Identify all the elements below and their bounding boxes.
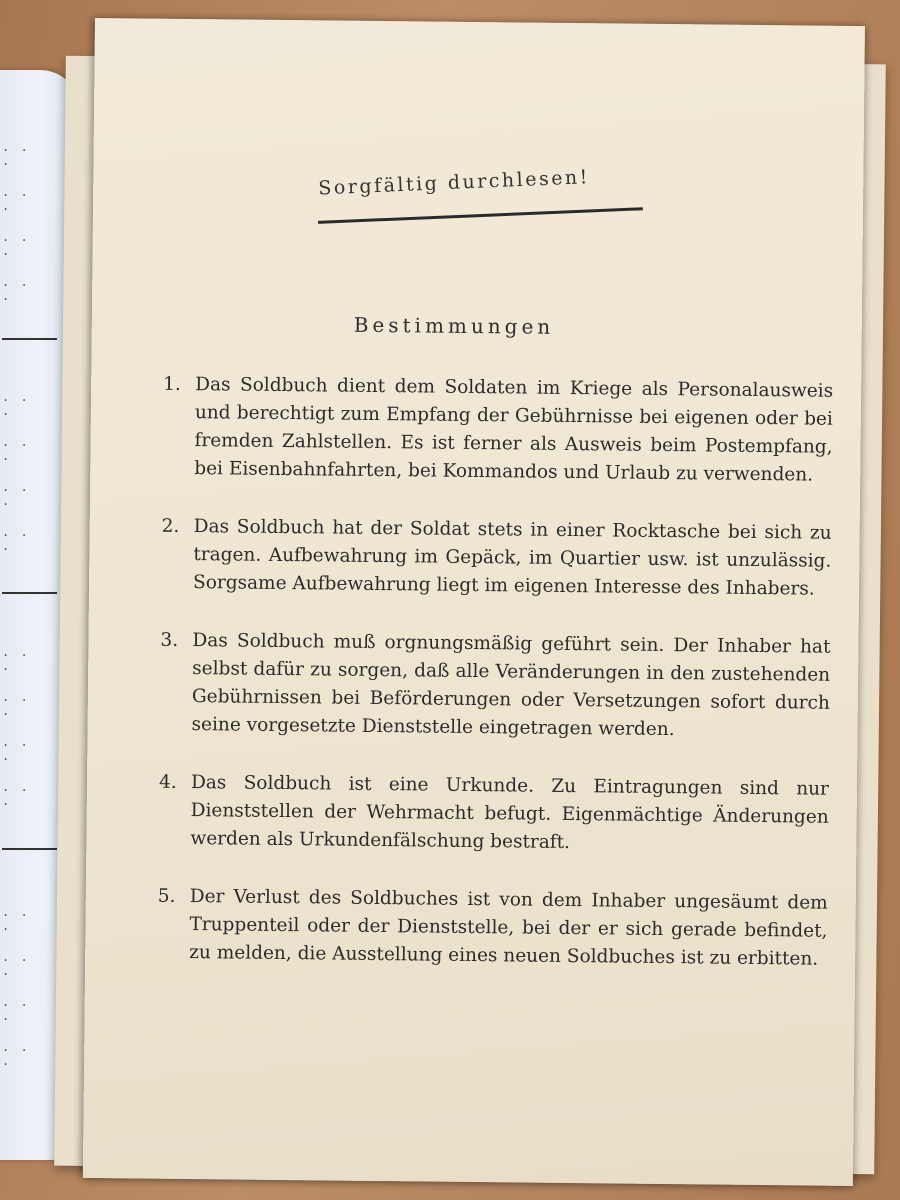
- regulation-item: [157, 883, 828, 974]
- dotted-line: . . .: [2, 905, 30, 933]
- item-text: Das Soldbuch hat der Soldat stets in einer Rocktasche bei sich zu tragen. Aufbewahrung im Gepäck, im Quartier usw. ist unzulässig. Sorgsame Aufbewahrung liegt im eigenen Interesse des Inhabers.: [192, 516, 832, 600]
- notice-underline: [318, 207, 643, 224]
- dotted-line: . . .: [2, 950, 30, 978]
- dotted-line: . . .: [2, 780, 30, 808]
- item-text: Der Verlust des Soldbuches ist von dem Inhaber ungesäumt dem Truppenteil oder der Dienststelle, bei der er sich gerade befindet, zu melden, die Ausstellung eines neuen Soldbuches ist zu erbitten.: [189, 886, 828, 970]
- dotted-line: . . .: [2, 390, 30, 418]
- left-page-rule: [2, 848, 57, 850]
- document-page: [83, 18, 865, 1186]
- dotted-line: . . .: [2, 140, 30, 168]
- dotted-line: . . .: [2, 1040, 30, 1068]
- dotted-line: . . .: [2, 275, 30, 303]
- regulation-item: [159, 627, 830, 746]
- dotted-line: . . .: [2, 525, 30, 553]
- dotted-line: . . .: [2, 735, 30, 763]
- dotted-line: . . .: [2, 995, 30, 1023]
- left-page-rule: [2, 338, 57, 340]
- regulation-item: [162, 371, 833, 490]
- regulations-list: [157, 371, 834, 1004]
- item-text: Das Soldbuch ist eine Urkunde. Zu Eintragungen sind nur Dienststellen der Wehrmacht befugt. Eigenmächtige Änderungen werden als Urkundenfälschung bestraft.: [190, 772, 830, 854]
- item-text: Das Soldbuch muß orgnungsmäßig geführt sein. Der Inhaber hat selbst dafür zu sorgen, daß alle Veränderungen in den zustehenden Gebührnissen bei Beförderungen oder Versetzungen sofort durch seine vorgesetzte Dienststelle eingetragen werden.: [191, 630, 831, 741]
- dotted-line: . . .: [2, 690, 30, 718]
- item-text: Das Soldbuch dient dem Soldaten im Kriege als Personalausweis und berechtigt zum Empfang der Gebührnisse bei eigenen oder bei fremden Zahlstellen. Es ist ferner als Ausweis beim Postempfang, bei Eisenbahnfahrten, bei Kommandos und Urlaub zu verwenden.: [194, 374, 834, 486]
- regulation-item: [161, 513, 832, 604]
- dotted-line: . . .: [2, 185, 30, 213]
- dotted-line: . . .: [2, 230, 30, 258]
- item-number: 3.: [160, 629, 179, 651]
- dotted-line: . . .: [2, 435, 30, 463]
- left-page-rule: [2, 592, 57, 594]
- section-title: Bestimmungen: [353, 312, 555, 339]
- item-number: 1.: [163, 373, 181, 395]
- regulation-item: [158, 769, 829, 860]
- dotted-line: . . .: [2, 645, 30, 673]
- notice-heading: Sorgfältig durchlesen!: [317, 166, 591, 200]
- item-number: 4.: [158, 771, 177, 793]
- item-number: 5.: [157, 885, 176, 907]
- item-number: 2.: [161, 515, 180, 537]
- dotted-line: . . .: [2, 480, 30, 508]
